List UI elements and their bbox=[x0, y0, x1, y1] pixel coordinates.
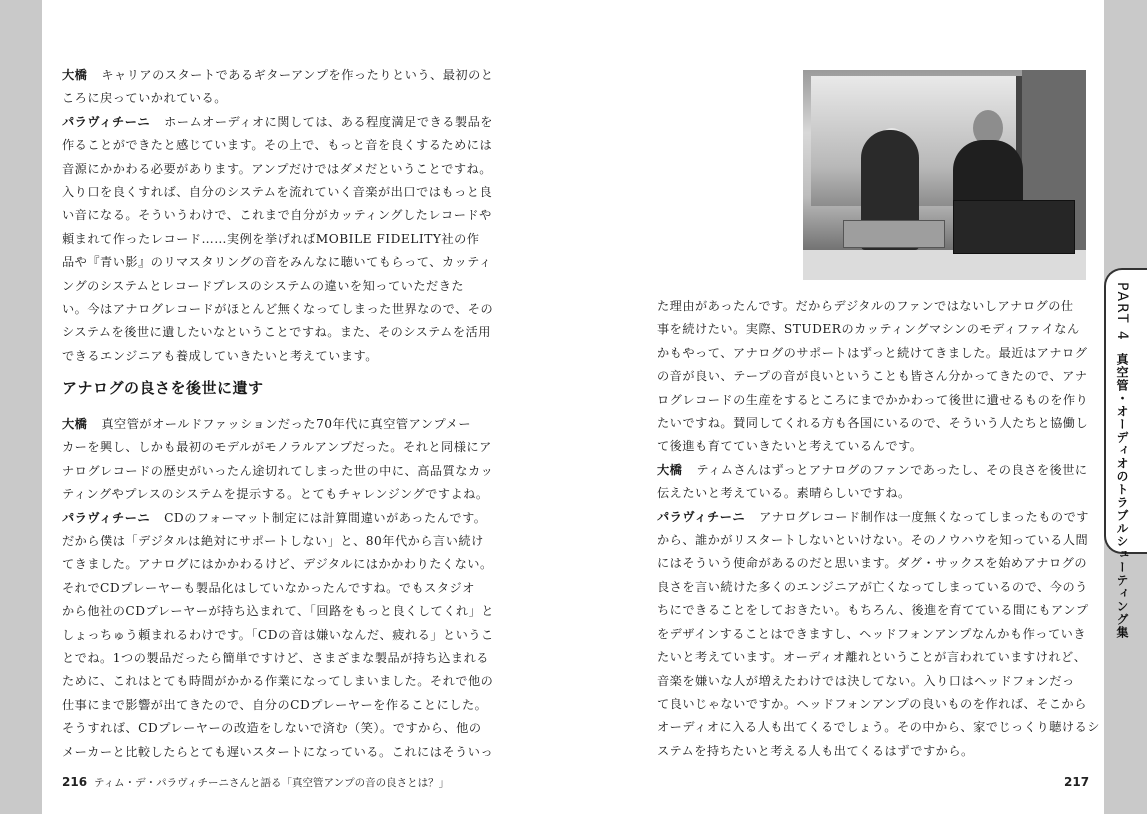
line-text: キャリアのスタートであるギターアンプを作ったりという、最初のと bbox=[101, 68, 494, 82]
line-text: そうすれば、CDプレーヤーの改造をしないで済む（笑）。ですから、他の bbox=[62, 721, 482, 736]
line-text: 伝えたいと考えている。素晴らしいですね。 bbox=[657, 486, 911, 501]
line-text: しょっちゅう頼まれるわけです。「CDの音は嫌いなんだ、疲れる」というこ bbox=[62, 627, 494, 642]
text-line bbox=[62, 298, 532, 321]
text-line bbox=[657, 670, 1127, 693]
line-text: たいと考えています。オーディオ離れということが言われていますけれど、 bbox=[657, 650, 1087, 665]
text-line bbox=[657, 576, 1127, 599]
line-text: CDのフォーマット制定には計算間違いがあったんです。 bbox=[164, 510, 487, 525]
line-text: 頼まれて作ったレコード……実例を挙げればMOBILE FIDELITY社の作 bbox=[62, 231, 480, 246]
text-line bbox=[62, 577, 532, 600]
line-text: 作ることができたと感じています。その上で、もっと音を良くするためには bbox=[62, 138, 493, 153]
page-number-right: 217 bbox=[1064, 775, 1090, 789]
text-line bbox=[657, 552, 1127, 575]
text-line bbox=[62, 694, 532, 717]
speaker-name: 大橋 bbox=[657, 462, 683, 477]
line-text: ホームオーディオに関しては、ある程度満足できる製品を bbox=[164, 114, 493, 129]
text-line bbox=[657, 646, 1127, 669]
text-line bbox=[657, 529, 1127, 552]
speaker-name: 大橋 bbox=[62, 417, 88, 431]
line-text: オーディオに入る人も出てくるでしょう。その中から、家でじっくり聴けるシ bbox=[657, 720, 1100, 735]
chapter-tab-text bbox=[1114, 282, 1131, 639]
speaker-name: パラヴィチーニ bbox=[62, 510, 151, 525]
photo-amplifier-black bbox=[953, 200, 1075, 254]
line-text: できるエンジニアも養成していきたいと考えています。 bbox=[62, 348, 378, 363]
text-line bbox=[62, 228, 532, 251]
chapter-tab-part: PART 4 bbox=[1114, 282, 1130, 342]
right-text-block bbox=[657, 295, 1127, 763]
line-text: の音が良い、テープの音が良いということも皆さん分かってきたので、アナ bbox=[657, 369, 1088, 384]
text-line bbox=[657, 295, 1127, 318]
text-line bbox=[62, 134, 532, 157]
running-title: ティム・デ・パラヴィチーニさんと語る「真空管アンプの音の良さとは？」 bbox=[94, 777, 450, 789]
line-text: かもやって、アナログのサポートはずっと続けてきました。最近はアナログ bbox=[657, 345, 1088, 360]
line-text: 仕事にまで影響が出てきたので、自分のCDプレーヤーを作ることにした。 bbox=[62, 697, 488, 712]
text-line bbox=[657, 506, 1127, 529]
text-line bbox=[657, 365, 1127, 388]
speaker-name: パラヴィチーニ bbox=[657, 509, 746, 524]
text-line bbox=[62, 413, 532, 436]
line-text: 入り口を良くすれば、自分のシステムを流れていく音楽が出口ではもっと良 bbox=[62, 185, 493, 200]
text-line bbox=[62, 436, 532, 459]
line-text: てきました。アナログにはかかわるけど、デジタルにはかかわりたくない。 bbox=[62, 557, 493, 572]
text-line bbox=[657, 459, 1127, 482]
line-text: から、誰かがリスタートしないといけない。そのノウハウを知っている人間 bbox=[657, 533, 1089, 548]
line-text: たいですね。賛同してくれる方も各国にいるので、そういう人たちと協働し bbox=[657, 416, 1089, 431]
line-text: い音になる。そういうわけで、これまで自分がカッティングしたレコードや bbox=[62, 208, 492, 223]
line-text: て良いじゃないですか。ヘッドフォンアンプの良いものを作れば、そこから bbox=[657, 696, 1087, 711]
section-heading: アナログの良さを後世に遺す bbox=[62, 379, 264, 397]
text-line bbox=[657, 435, 1127, 458]
text-line bbox=[62, 624, 532, 647]
line-text: メーカーと比較したらとても遅いスタートになっている。これにはそういっ bbox=[62, 744, 494, 759]
text-line bbox=[62, 670, 532, 693]
text-line bbox=[62, 460, 532, 483]
line-text: ナログレコードの歴史がいったん途切れてしまった世の中に、高品質なカッ bbox=[62, 463, 494, 478]
page-number-left: 216 bbox=[62, 775, 88, 789]
line-text: ために、これはとても時間がかかる作業になってしまいました。それで他の bbox=[62, 674, 494, 689]
text-line bbox=[657, 599, 1127, 622]
text-line bbox=[62, 553, 532, 576]
text-line bbox=[62, 204, 532, 227]
line-text: 音楽を嫌いな人が増えたわけでは決してない。入り口はヘッドフォンだっ bbox=[657, 673, 1075, 688]
line-text: 良さを言い続けた多くのエンジニアが亡くなってしまっているので、今のう bbox=[657, 579, 1088, 594]
line-text: 品や『青い影』のリマスタリングの音をみんなに聴いてもらって、カッティ bbox=[62, 255, 492, 270]
text-line bbox=[62, 251, 532, 274]
text-line bbox=[62, 345, 532, 368]
text-line bbox=[657, 693, 1127, 716]
text-line bbox=[657, 623, 1127, 646]
text-line bbox=[62, 647, 532, 670]
chapter-tab-title: 真空管・オーディオのトラブルシューティング集 bbox=[1115, 352, 1129, 639]
text-line bbox=[657, 482, 1127, 505]
left-text-block-1 bbox=[62, 64, 532, 368]
line-text: カーを興し、しかも最初のモデルがモノラルアンプだった。それと同様にア bbox=[62, 440, 492, 455]
line-text: をデザインすることはできますし、ヘッドフォンアンプなんかも作っていき bbox=[657, 626, 1087, 641]
line-text: それでCDプレーヤーも製品化はしていなかったんですね。でもスタジオ bbox=[62, 580, 475, 595]
text-line bbox=[62, 275, 532, 298]
book-spread bbox=[42, 0, 1104, 814]
text-line bbox=[62, 111, 532, 134]
line-text: 音源にかかわる必要があります。アンプだけではダメだということですね。 bbox=[62, 161, 492, 176]
text-line bbox=[62, 158, 532, 181]
line-text: ティムさんはずっとアナログのファンであったし、その良さを後世に bbox=[696, 462, 1088, 477]
text-line bbox=[62, 64, 532, 87]
text-line bbox=[657, 716, 1127, 739]
text-line bbox=[657, 389, 1127, 412]
text-line bbox=[657, 740, 1127, 763]
line-text: アナログレコード制作は一度無くなってしまったものです bbox=[759, 509, 1089, 524]
text-line bbox=[62, 717, 532, 740]
text-line bbox=[657, 318, 1127, 341]
line-text: ころに戻っていかれている。 bbox=[62, 91, 227, 106]
interview-photo bbox=[803, 70, 1086, 280]
line-text: ログレコードの生産をするところにまでかかわって後世に遺せるものを作り bbox=[657, 392, 1089, 407]
text-line bbox=[62, 600, 532, 623]
line-text: ステムを持ちたいと考える人も出てくるはずですから。 bbox=[657, 743, 974, 758]
chapter-tab bbox=[1104, 268, 1147, 639]
line-text: だから僕は「デジタルは絶対にサポートしない」と、80年代から言い続け bbox=[62, 534, 484, 549]
line-text: ングのシステムとレコードプレスのシステムの違いを知っていただきた bbox=[62, 278, 465, 293]
text-line bbox=[657, 342, 1127, 365]
speaker-name: パラヴィチーニ bbox=[62, 114, 151, 129]
line-text: とでね。1つの製品だったら簡単ですけど、さまざまな製品が持ち込まれる bbox=[62, 651, 489, 666]
text-line bbox=[62, 321, 532, 344]
line-text: ちにできることをしておきたい。もちろん、後進を育てている間にもアンプ bbox=[657, 603, 1089, 618]
line-text: ティングやプレスのシステムを提示する。とてもチャレンジングですよね。 bbox=[62, 487, 489, 502]
text-line bbox=[62, 181, 532, 204]
left-text-block-2 bbox=[62, 413, 532, 764]
text-line bbox=[62, 483, 532, 506]
photo-table bbox=[803, 250, 1086, 280]
line-text: て後進も育てていきたいと考えているんです。 bbox=[657, 439, 923, 454]
line-text: た理由があったんです。だからデジタルのファンではないしアナログの仕 bbox=[657, 299, 1074, 313]
line-text: い。今はアナログレコードがほとんど無くなってしまった世界なので、その bbox=[62, 302, 494, 317]
line-text: 真空管がオールドファッションだった70年代に真空管アンプメー bbox=[101, 417, 472, 431]
text-line bbox=[62, 507, 532, 530]
text-line bbox=[657, 412, 1127, 435]
speaker-name: 大橋 bbox=[62, 68, 88, 82]
text-line bbox=[62, 741, 532, 764]
line-text: 事を続けたい。実際、STUDERのカッティングマシンのモディファイなん bbox=[657, 322, 1080, 337]
photo-amplifier-silver bbox=[843, 220, 945, 248]
line-text: システムを後世に遺したいなということですね。また、そのシステムを活用 bbox=[62, 325, 491, 340]
text-line bbox=[62, 87, 532, 110]
text-line bbox=[62, 530, 532, 553]
line-text: から他社のCDプレーヤーが持ち込まれて、「回路をもっと良くしてくれ」と bbox=[62, 604, 494, 619]
line-text: にはそういう使命があるのだと思います。ダグ・サックスを始めアナログの bbox=[657, 556, 1088, 571]
